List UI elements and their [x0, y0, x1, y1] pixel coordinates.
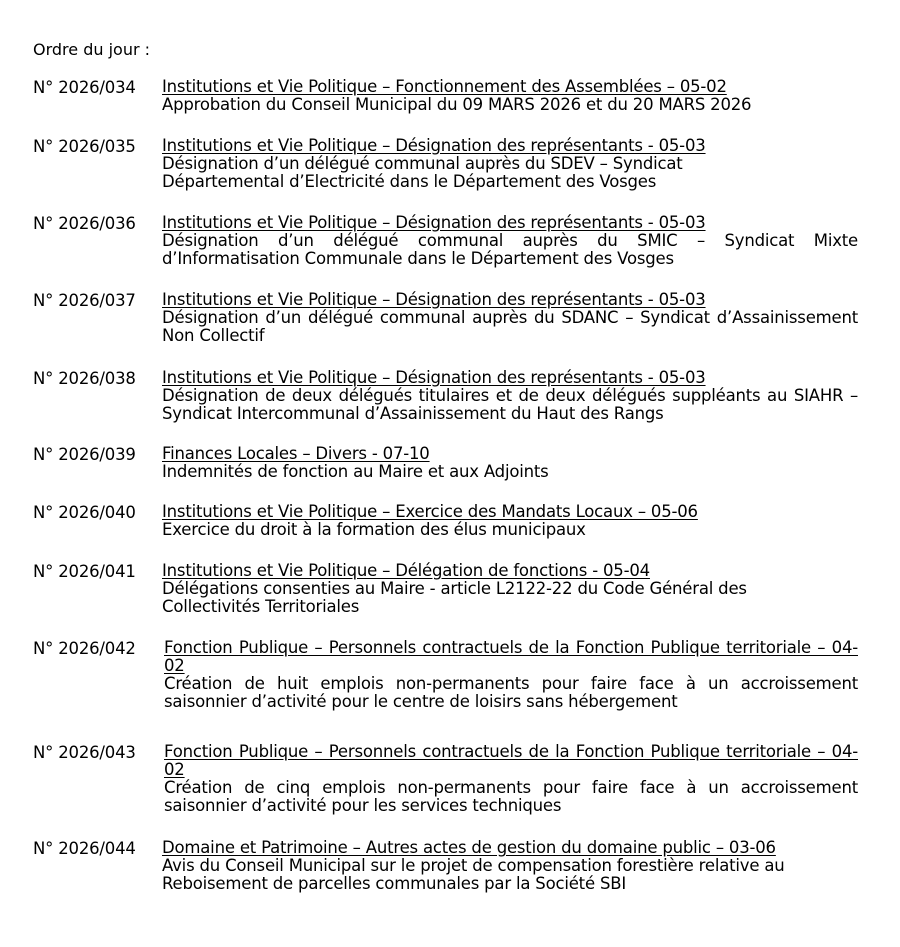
- agenda-item: [33, 137, 858, 191]
- item-description: Exercice du droit à la formation des élus municipaux: [162, 520, 586, 539]
- item-title: Finances Locales – Divers - 07-10: [162, 444, 430, 463]
- item-description: Création de cinq emplois non-permanents pour faire face à un accroissement saisonnier d’activité pour les services techniques: [164, 778, 858, 815]
- item-title: Institutions et Vie Politique – Fonctionnement des Assemblées – 05-02: [162, 77, 727, 96]
- agenda-item: [33, 78, 858, 114]
- item-title: Institutions et Vie Politique – Désignation des représentants - 05-03: [162, 213, 706, 232]
- agenda-item: [33, 214, 858, 268]
- item-description: Indemnités de fonction au Maire et aux Adjoints: [162, 462, 549, 481]
- item-description: Création de huit emplois non-permanents pour faire face à un accroissement saisonnier d’activité pour le centre de loisirs sans hébergement: [164, 674, 858, 711]
- agenda-item: [33, 445, 858, 481]
- agenda-item: [33, 639, 858, 711]
- item-title: Institutions et Vie Politique – Exercice des Mandats Locaux – 05-06: [162, 502, 698, 521]
- item-description: Approbation du Conseil Municipal du 09 MARS 2026 et du 20 MARS 2026: [162, 95, 752, 114]
- agenda-item: [33, 369, 858, 423]
- item-number: N° 2026/043: [33, 743, 136, 762]
- item-title: Institutions et Vie Politique – Désignation des représentants - 05-03: [162, 368, 706, 387]
- item-number: N° 2026/040: [33, 503, 136, 522]
- item-description: Désignation d’un délégué communal auprès du SMIC – Syndicat Mixte d’Informatisation Communale dans le Département des Vosges: [162, 231, 858, 268]
- item-title: Institutions et Vie Politique – Désignation des représentants - 05-03: [162, 290, 706, 309]
- item-title: Fonction Publique – Personnels contractuels de la Fonction Publique territoriale – 04-02: [164, 742, 858, 779]
- item-description: Désignation d’un délégué communal auprès du SDANC – Syndicat d’Assainissement Non Collectif: [162, 308, 858, 345]
- item-number: N° 2026/034: [33, 78, 136, 97]
- item-description: Avis du Conseil Municipal sur le projet de compensation forestière relative au Reboisement de parcelles communales par la Société SBI: [162, 856, 785, 893]
- item-number: N° 2026/041: [33, 562, 136, 581]
- item-description: Désignation d’un délégué communal auprès du SDEV – Syndicat Départemental d’Electricité dans le Département des Vosges: [162, 154, 683, 191]
- item-title: Institutions et Vie Politique – Désignation des représentants - 05-03: [162, 136, 706, 155]
- item-title: Institutions et Vie Politique – Délégation de fonctions - 05-04: [162, 561, 650, 580]
- item-number: N° 2026/038: [33, 369, 136, 388]
- agenda-item: [33, 839, 858, 893]
- agenda-item: [33, 503, 858, 539]
- item-number: N° 2026/044: [33, 839, 136, 858]
- agenda-item: [33, 291, 858, 345]
- item-title: Domaine et Patrimoine – Autres actes de gestion du domaine public – 03-06: [162, 838, 776, 857]
- item-description: Délégations consenties au Maire - article L2122-22 du Code Général des Collectivités Territoriales: [162, 579, 747, 616]
- item-description: Désignation de deux délégués titulaires et de deux délégués suppléants au SIAHR – Syndicat Intercommunal d’Assainissement du Haut des Rangs: [162, 386, 858, 423]
- agenda-item: [33, 743, 858, 815]
- item-title: Fonction Publique – Personnels contractuels de la Fonction Publique territoriale – 04-02: [164, 638, 858, 675]
- item-number: N° 2026/037: [33, 291, 136, 310]
- item-number: N° 2026/042: [33, 639, 136, 658]
- item-number: N° 2026/035: [33, 137, 136, 156]
- agenda-item: [33, 562, 858, 616]
- agenda-heading: Ordre du jour :: [33, 40, 151, 59]
- item-number: N° 2026/039: [33, 445, 136, 464]
- item-number: N° 2026/036: [33, 214, 136, 233]
